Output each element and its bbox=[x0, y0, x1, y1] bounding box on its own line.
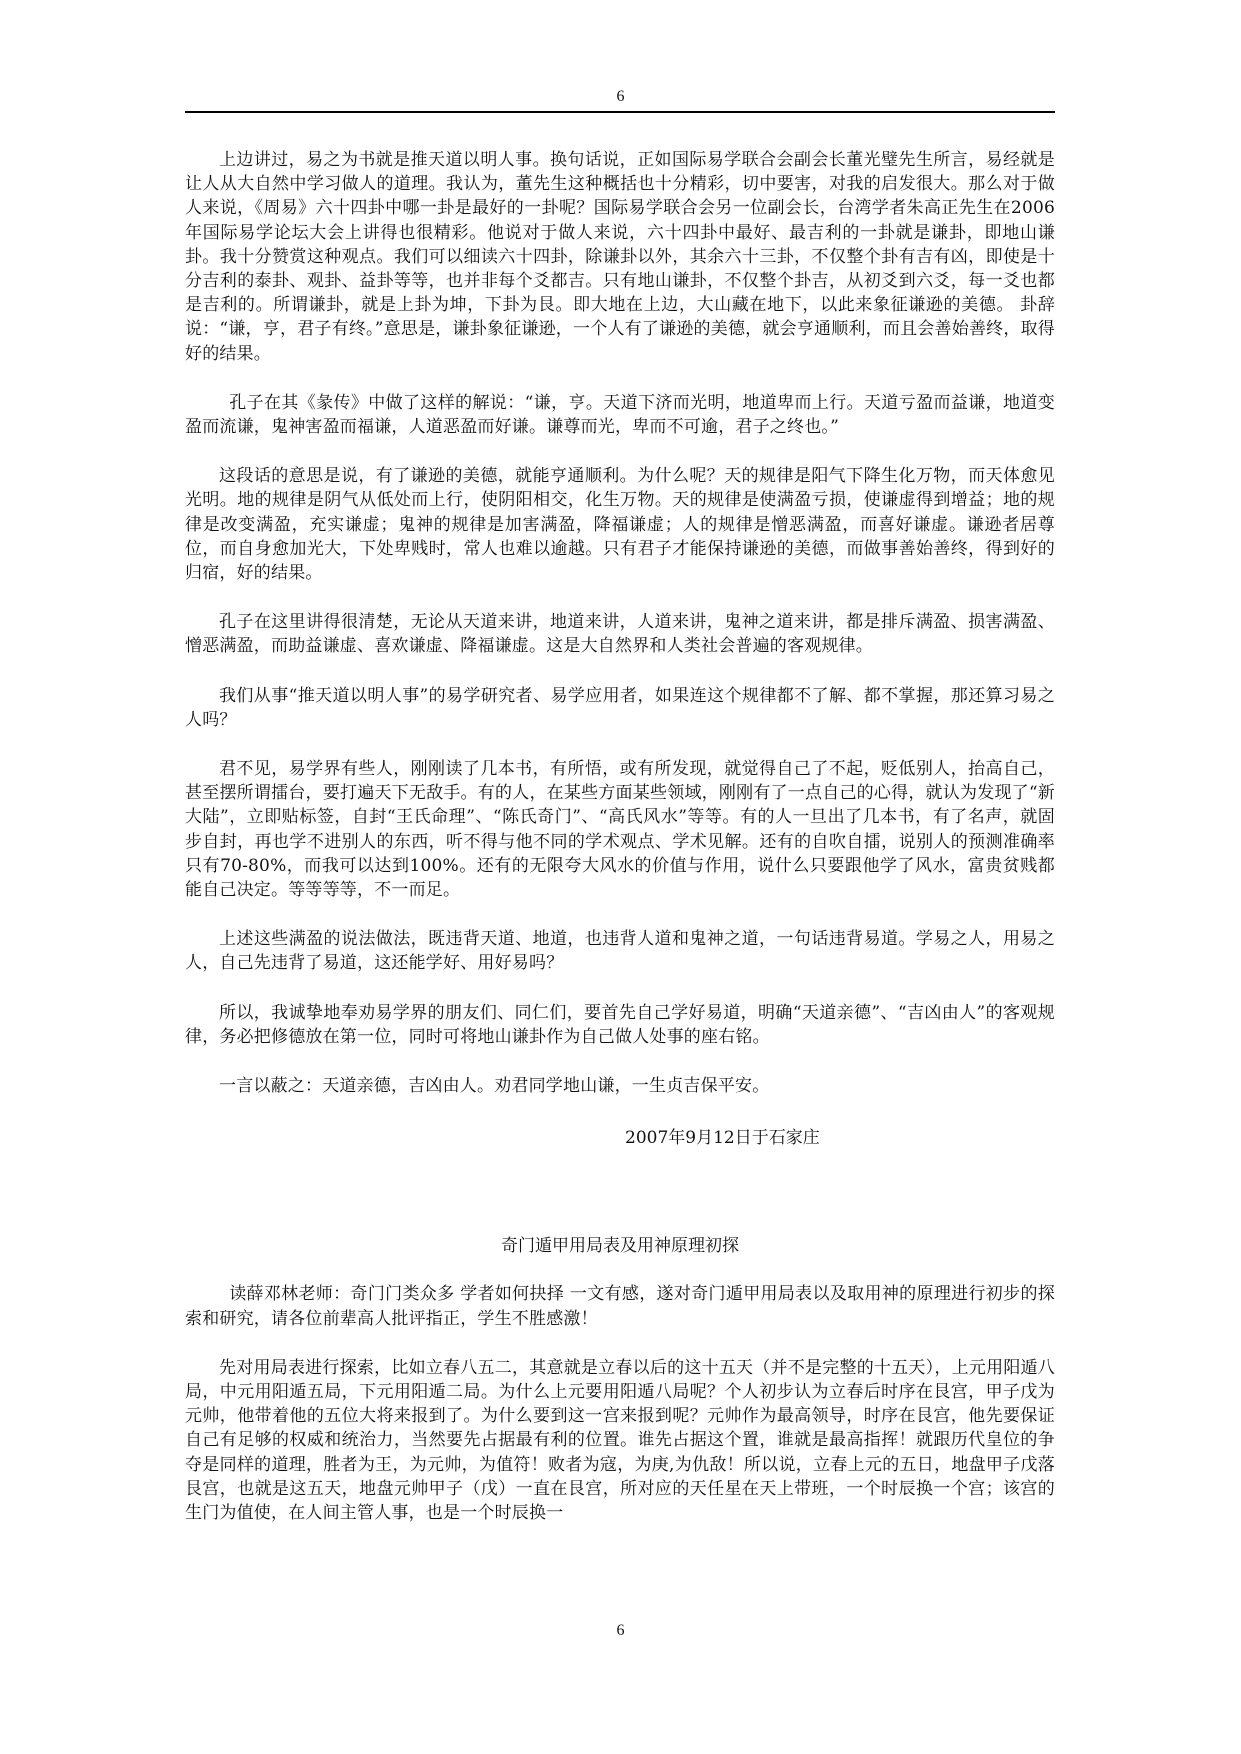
header-rule bbox=[185, 111, 1055, 113]
section-title: 奇门遁甲用局表及用神原理初探 bbox=[501, 1236, 739, 1257]
signoff-date-place: 2007年9月12日于石家庄 bbox=[625, 1128, 820, 1149]
footer-page-number: 6 bbox=[616, 1622, 625, 1639]
paragraph-5: 我们从事“推天道以明人事”的易学研究者、易学应用者，如果连这个规律都不了解、都不掌握，那还算习易之人吗？ bbox=[185, 685, 1055, 730]
paragraph-8: 所以，我诚挚地奉劝易学界的朋友们、同仁们，要首先自己学好易道，明确“天道亲德”、“吉凶由人”的客观规律，务必把修德放在第一位，同时可将地山谦卦作为自己做人处事的座右铭。 bbox=[185, 1002, 1055, 1047]
paragraph-2: 孔子在其《彖传》中做了这样的解说：“谦，亨。天道下济而光明，地道卑而上行。天道亏盈而益谦，地道变盈而流谦，鬼神害盈而福谦，人道恶盈而好谦。谦尊而光，卑而不可逾，君子之终也。” bbox=[185, 392, 1055, 438]
section-paragraph-1: 读薛邓林老师：奇门门类众多 学者如何抉择 一文有感，遂对奇门遁甲用局表以及取用神的原理进行初步的探索和研究，请各位前辈高人批评指正，学生不胜感激！ bbox=[185, 1284, 1055, 1329]
paragraph-1: 上边讲过，易之为书就是推天道以明人事。换句话说，正如国际易学联合会副会长董光璧先生所言，易经就是让人从大自然中学习做人的道理。我认为，董先生这种概括也十分精彩，切中要害，对我的启发很大。那么对于做人来说，《周易》六十四卦中哪一卦是最好的一卦呢？国际易学联合会另一位副会长，台湾学者朱高正先生在2006年国际易学论坛大会上讲得也很精彩。他说对于做人来说，六十四卦中最好、最吉利的一卦就是谦卦，即地山谦卦。我十分赞赏这种观点。我们可以细读六十四卦，除谦卦以外，其余六十三卦，不仅整个卦有吉有凶，即使是十分吉利的泰卦、观卦、益卦等等，也并非每个爻都吉。只有地山谦卦，不仅整个卦吉，从初爻到六爻，每一爻也都是吉利的。所谓谦卦，就是上卦为坤，下卦为艮。即大地在上边，大山藏在地下，以此来象征谦逊的美德。 卦辞说：“谦，亨，君子有终。”意思是，谦卦象征谦逊，一个人有了谦逊的美德，就会亨通顺利，而且会善始善终，取得好的结果。 bbox=[185, 150, 1055, 364]
paragraph-3: 这段话的意思是说，有了谦逊的美德，就能亨通顺利。为什么呢？天的规律是阳气下降生化万物，而天体愈见光明。地的规律是阴气从低处而上行，使阴阳相交，化生万物。天的规律是使满盈亏损，使谦虚得到增益；地的规律是改变满盈，充实谦虚；鬼神的规律是加害满盈，降福谦虚；人的规律是憎恶满盈，而喜好谦虚。谦逊者居尊位，而自身愈加光大，下处卑贱时，常人也难以逾越。只有君子才能保持谦逊的美德，而做事善始善终，得到好的归宿，好的结果。 bbox=[185, 466, 1055, 584]
paragraph-4: 孔子在这里讲得很清楚，无论从天道来讲，地道来讲，人道来讲，鬼神之道来讲，都是排斥满盈、损害满盈、憎恶满盈，而助益谦虚、喜欢谦虚、降福谦虚。这是大自然界和人类社会普遍的客观规律。 bbox=[185, 612, 1055, 657]
section-paragraph-2: 先对用局表进行探索，比如立春八五二，其意就是立春以后的这十五天（并不是完整的十五天），上元用阳遁八局，中元用阳遁五局，下元用阳遁二局。为什么上元要用阳遁八局呢？个人初步认为立春后时序在艮宫，甲子戊为元帅，他带着他的五位大将来报到了。为什么要到这一宫来报到呢？元帅作为最高领导，时序在艮宫，他先要保证自己有足够的权威和统治力，当然要先占据最有利的位置。谁先占据这个置，谁就是最高指挥！就跟历代皇位的争夺是同样的道理，胜者为王，为元帅，为值符！败者为寇，为庚,为仇敌！所以说，立春上元的五日，地盘甲子戊落艮宫，也就是这五天，地盘元帅甲子（戊）一直在艮宫，所对应的天任星在天上带班，一个时辰换一个宫；该宫的生门为值使，在人间主管人事，也是一个时辰换一 bbox=[185, 1357, 1055, 1523]
paragraph-9: 一言以蔽之：天道亲德，吉凶由人。劝君同学地山谦，一生贞吉保平安。 bbox=[219, 1076, 770, 1097]
paragraph-6: 君不见，易学界有些人，刚刚读了几本书，有所悟，或有所发现，就觉得自己了不起，贬低别人，抬高自己，甚至摆所谓擂台，要打遍天下无敌手。有的人，在某些方面某些领域，刚刚有了一点自己的心得，就认为发现了“新大陆”，立即贴标签，自封“王氏命理”、“陈氏奇门”、“高氏风水”等等。有的人一旦出了几本书，有了名声，就固步自封，再也学不进别人的东西，听不得与他不同的学术观点、学术见解。还有的自吹自擂，说别人的预测准确率只有70-80%，而我可以达到100%。还有的无限夸大风水的价值与作用，说什么只要跟他学了风水，富贵贫贱都能自己决定。等等等等，不一而足。 bbox=[185, 759, 1055, 901]
paragraph-7: 上述这些满盈的说法做法，既违背天道、地道，也违背人道和鬼神之道，一句话违背易道。学易之人，用易之人，自己先违背了易道，这还能学好、用好易吗？ bbox=[185, 929, 1055, 974]
section-spacer bbox=[185, 1150, 1055, 1234]
header-page-number: 6 bbox=[616, 88, 625, 105]
page-body bbox=[185, 148, 1055, 1525]
